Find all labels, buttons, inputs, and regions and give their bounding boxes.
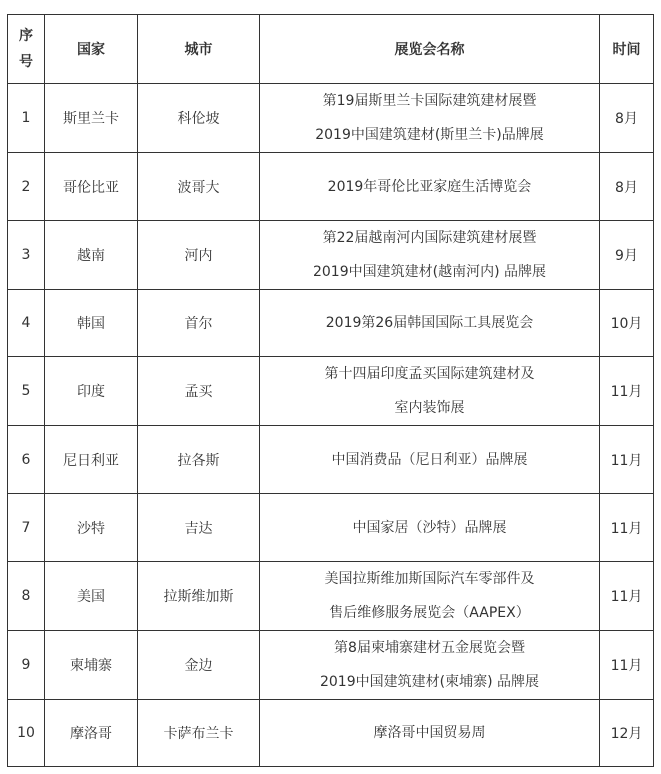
- cell-seq: 4: [8, 290, 45, 357]
- table-row: [8, 426, 654, 494]
- cell-country: 斯里兰卡: [45, 84, 138, 153]
- cell-exhibition-name: [260, 494, 600, 562]
- cell-time: 8月: [600, 153, 654, 221]
- cell-country: 印度: [45, 357, 138, 426]
- exhibition-name-line: 第8届柬埔寨建材五金展览会暨: [334, 640, 525, 656]
- cell-exhibition-name: [260, 426, 600, 494]
- table-row: [8, 631, 654, 700]
- header-seq-line1: 序: [19, 28, 33, 44]
- cell-time: 9月: [600, 221, 654, 290]
- cell-city: 首尔: [138, 290, 260, 357]
- cell-exhibition-name: [260, 84, 600, 153]
- cell-exhibition-name: [260, 153, 600, 221]
- exhibition-name-line: 2019年哥伦比亚家庭生活博览会: [327, 178, 532, 195]
- table-row: [8, 357, 654, 426]
- cell-time: 11月: [600, 426, 654, 494]
- cell-country: 哥伦比亚: [45, 153, 138, 221]
- cell-time: 8月: [600, 84, 654, 153]
- cell-city: 孟买: [138, 357, 260, 426]
- header-seq-line2: 号: [19, 54, 33, 70]
- cell-exhibition-name: [260, 221, 600, 290]
- exhibition-name-line: 2019中国建筑建材(越南河内) 品牌展: [312, 264, 546, 280]
- cell-time: 10月: [600, 290, 654, 357]
- cell-seq: 2: [8, 153, 45, 221]
- cell-city: 拉斯维加斯: [138, 562, 260, 631]
- exhibition-name-line: 第19届斯里兰卡国际建筑建材展暨: [322, 93, 537, 109]
- exhibition-name-line: 室内装饰展: [394, 400, 465, 416]
- cell-country: 尼日利亚: [45, 426, 138, 494]
- exhibition-name-line: 中国家居（沙特）品牌展: [352, 519, 507, 536]
- exhibition-name-line: 美国拉斯维加斯国际汽车零部件及: [324, 571, 535, 587]
- cell-city: 卡萨布兰卡: [138, 700, 260, 767]
- table-row: [8, 700, 654, 767]
- cell-country: 沙特: [45, 494, 138, 562]
- table-row: [8, 84, 654, 153]
- cell-time: 11月: [600, 562, 654, 631]
- exhibition-name-line: 第十四届印度孟买国际建筑建材及: [324, 366, 535, 382]
- table-row: [8, 290, 654, 357]
- cell-exhibition-name: [260, 290, 600, 357]
- table-row: [8, 153, 654, 221]
- header-city: 城市: [138, 15, 260, 84]
- exhibition-table: [7, 14, 654, 767]
- exhibition-name-line: 摩洛哥中国贸易周: [373, 725, 486, 741]
- header-seq: [8, 15, 45, 84]
- cell-seq: 6: [8, 426, 45, 494]
- table-row: [8, 494, 654, 562]
- header-row: [8, 15, 654, 84]
- cell-time: 11月: [600, 494, 654, 562]
- cell-country: 摩洛哥: [45, 700, 138, 767]
- exhibition-name-line: 第22届越南河内国际建筑建材展暨: [322, 230, 537, 246]
- cell-city: 河内: [138, 221, 260, 290]
- header-name: 展览会名称: [260, 15, 600, 84]
- cell-country: 美国: [45, 562, 138, 631]
- cell-exhibition-name: [260, 700, 600, 767]
- cell-time: 11月: [600, 357, 654, 426]
- cell-exhibition-name: [260, 357, 600, 426]
- cell-country: 韩国: [45, 290, 138, 357]
- cell-seq: 3: [8, 221, 45, 290]
- cell-seq: 7: [8, 494, 45, 562]
- header-country: 国家: [45, 15, 138, 84]
- exhibition-name-line: 2019第26届韩国国际工具展览会: [325, 315, 534, 331]
- cell-city: 金边: [138, 631, 260, 700]
- exhibition-name-line: 中国消费品（尼日利亚）品牌展: [331, 451, 528, 468]
- cell-country: 越南: [45, 221, 138, 290]
- exhibition-name-line: 2019中国建筑建材(斯里兰卡)品牌展: [315, 127, 544, 143]
- header-time: 时间: [600, 15, 654, 84]
- cell-seq: 1: [8, 84, 45, 153]
- cell-exhibition-name: [260, 631, 600, 700]
- cell-city: 科伦坡: [138, 84, 260, 153]
- table-row: [8, 562, 654, 631]
- cell-seq: 8: [8, 562, 45, 631]
- exhibition-name-line: 售后维修服务展览会（AAPEX）: [329, 605, 530, 621]
- cell-time: 11月: [600, 631, 654, 700]
- cell-country: 柬埔寨: [45, 631, 138, 700]
- cell-seq: 9: [8, 631, 45, 700]
- exhibition-name-line: 2019中国建筑建材(柬埔寨) 品牌展: [319, 674, 539, 690]
- cell-exhibition-name: [260, 562, 600, 631]
- cell-time: 12月: [600, 700, 654, 767]
- cell-city: 吉达: [138, 494, 260, 562]
- table-row: [8, 221, 654, 290]
- cell-city: 拉各斯: [138, 426, 260, 494]
- cell-city: 波哥大: [138, 153, 260, 221]
- cell-seq: 10: [8, 700, 45, 767]
- cell-seq: 5: [8, 357, 45, 426]
